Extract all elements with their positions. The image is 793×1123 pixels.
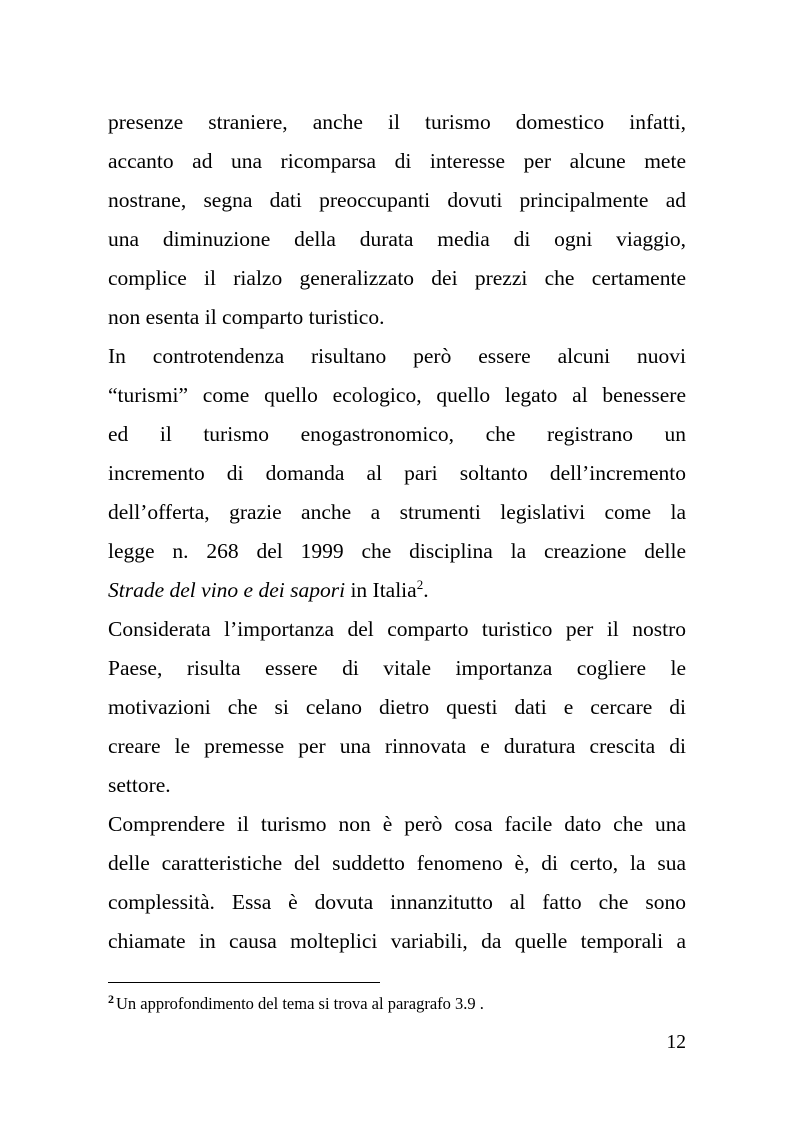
body-line: una diminuzione della durata media di ogni viaggio, xyxy=(108,227,686,251)
footnote-separator xyxy=(108,982,380,983)
body-line: creare le premesse per una rinnovata e duratura crescita di xyxy=(108,734,686,758)
footnote-mark: 2 xyxy=(108,991,114,1006)
body-line: complessità. Essa è dovuta innanzitutto al fatto che sono xyxy=(108,890,686,914)
body-line: Comprendere il turismo non è però cosa facile dato che una xyxy=(108,812,686,836)
body-line: incremento di domanda al pari soltanto dell’incremento xyxy=(108,461,686,485)
body-line: complice il rialzo generalizzato dei prezzi che certamente xyxy=(108,266,686,290)
body-line: Paese, risulta essere di vitale importanza cogliere le xyxy=(108,656,686,680)
body-line: accanto ad una ricomparsa di interesse per alcune mete xyxy=(108,149,686,173)
body-line: legge n. 268 del 1999 che disciplina la creazione delle xyxy=(108,539,686,563)
body-line: motivazioni che si celano dietro questi dati e cercare di xyxy=(108,695,686,719)
italic-title: Strade del vino e dei sapori xyxy=(108,578,346,602)
body-line: nostrane, segna dati preoccupanti dovuti principalmente ad xyxy=(108,188,686,212)
body-line: settore. xyxy=(108,773,171,797)
body-line: non esenta il comparto turistico. xyxy=(108,305,385,329)
body-text: . xyxy=(423,578,429,602)
body-line: “turismi” come quello ecologico, quello legato al benessere xyxy=(108,383,686,407)
footnote xyxy=(108,993,686,1015)
footnote-reference[interactable]: 2 xyxy=(416,576,424,592)
body-line: delle caratteristiche del suddetto fenomeno è, di certo, la sua xyxy=(108,851,686,875)
body-line: Considerata l’importanza del comparto turistico per il nostro xyxy=(108,617,686,641)
body-line: In controtendenza risultano però essere alcuni nuovi xyxy=(108,344,686,368)
body-line-with-footnote xyxy=(108,576,686,604)
page-number: 12 xyxy=(666,1032,686,1053)
body-line: presenze straniere, anche il turismo domestico infatti, xyxy=(108,110,686,134)
body-line: chiamate in causa molteplici variabili, da quelle temporali a xyxy=(108,929,686,953)
footnote-text: Un approfondimento del tema si trova al paragrafo 3.9 . xyxy=(116,994,484,1013)
body-line: ed il turismo enogastronomico, che registrano un xyxy=(108,422,686,446)
body-text: in Italia xyxy=(345,578,417,602)
body-line: dell’offerta, grazie anche a strumenti legislativi come la xyxy=(108,500,686,524)
